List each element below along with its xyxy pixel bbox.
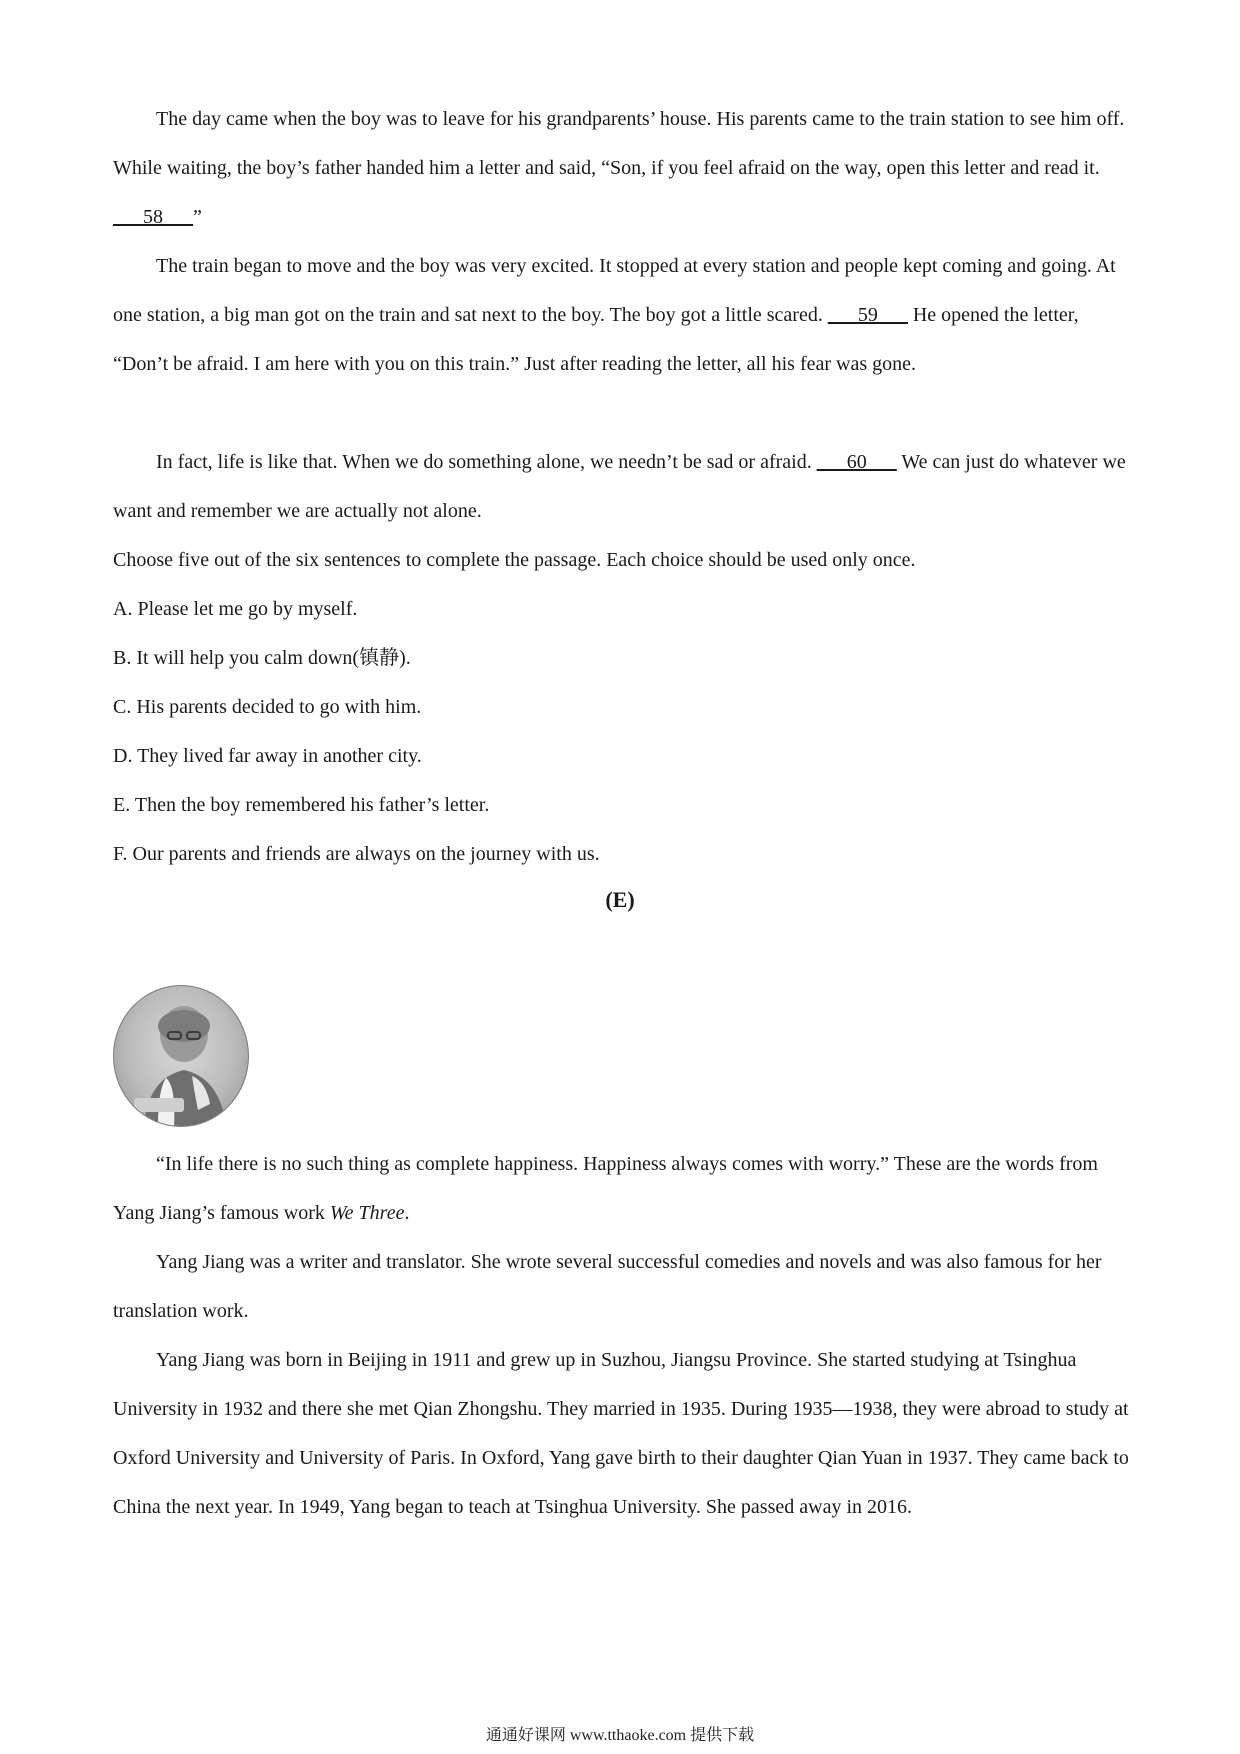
option-b[interactable]: B. It will help you calm down(镇静). [113,647,411,669]
paragraph-d1 [113,95,1135,242]
paragraph-d3 [113,438,1135,536]
work-title: We Three [329,1202,405,1224]
option-a[interactable]: A. Please let me go by myself. [113,598,358,620]
instruction-text: Choose five out of the six sentences to complete the passage. Each choice should be used only once. [113,549,916,571]
paragraph-e1-after: . [404,1202,410,1224]
option-e[interactable]: E. Then the boy remembered his father’s letter. [113,794,490,816]
blank-60[interactable]: ___60___ [816,451,897,473]
paragraph-d3-text: In fact, life is like that. When we do something alone, we needn’t be sad or afraid. [156,451,817,473]
paragraph-e3: Yang Jiang was born in Beijing in 1911 and grew up in Suzhou, Jiangsu Province. She started studying at Tsinghua University in 1932 and there she met Qian Zhongshu. They married in 1935. During 1935—1938, they were abroad to study at Oxford University and University of Paris. In Oxford, Yang gave birth to their daughter Qian Yuan in 1937. They came back to China the next year. In 1949, Yang began to teach at Tsinghua University. She passed away in 2016. [113,1349,1129,1518]
paragraph-d2-text: The train began to move and the boy was very excited. It stopped at every station and people kept coming and going. At one station, a big man got on the train and sat next to the boy. The boy got a little scared. [113,255,1116,326]
blank-59[interactable]: ___59___ [827,304,908,326]
paragraph-d1-after: ” [193,206,202,228]
option-f[interactable]: F. Our parents and friends are always on the journey with us. [113,843,600,865]
paragraph-d1-text: The day came when the boy was to leave for his grandparents’ house. His parents came to the train station to see him off. While waiting, the boy’s father handed him a letter and said, “Son, if you feel afraid on the way, open this letter and read it. [113,108,1125,179]
paragraph-e2: Yang Jiang was a writer and translator. She wrote several successful comedies and novels and was also famous for her translation work. [113,1251,1102,1322]
blank-58[interactable]: ___58___ [113,206,193,228]
paragraph-d2-after: He opened the letter, “Don’t be afraid. I am here with you on this train.” Just after reading the letter, all his fear was gone. [113,304,1079,375]
footer-text: 通通好课网 www.tthaoke.com 提供下载 [485,1727,755,1744]
paragraph-e1-text: “In life there is no such thing as complete happiness. Happiness always comes with worry.” These are the words from Yang Jiang’s famous work [113,1153,1098,1224]
paragraph-d3-after: We can just do whatever we want and remember we are actually not alone. [113,451,1126,522]
paragraph-d2 [113,242,1135,389]
section-title: (E) [605,887,635,912]
paragraph-e1 [113,1140,1135,1238]
option-d[interactable]: D. They lived far away in another city. [113,745,422,767]
portrait-photo [113,985,249,1127]
portrait-figure-icon [114,986,248,1126]
option-c[interactable]: C. His parents decided to go with him. [113,696,422,718]
